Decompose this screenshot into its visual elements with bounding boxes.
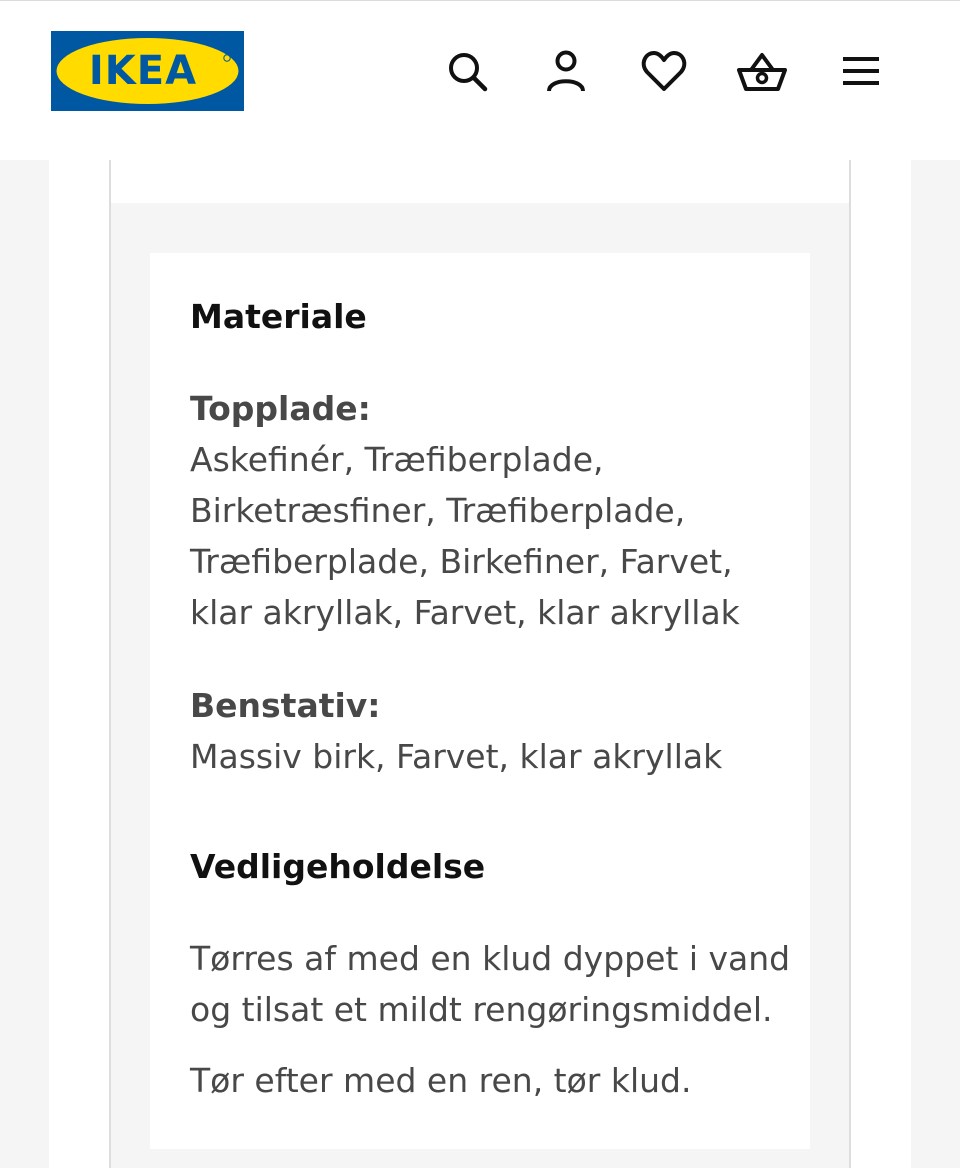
ikea-logo[interactable] bbox=[51, 31, 244, 111]
care-paragraph-line: og tilsat et mildt rengøringsmiddel. bbox=[190, 990, 773, 1029]
topplade-line: Træfiberplade, Birkefiner, Farvet, bbox=[190, 542, 733, 581]
benstativ-line: Massiv birk, Farvet, klar akryllak bbox=[190, 737, 723, 776]
heart-icon bbox=[641, 49, 687, 93]
topplade-line: klar akryllak, Farvet, klar akryllak bbox=[190, 593, 740, 632]
topplade-line: Birketræsfiner, Træfiberplade, bbox=[190, 491, 686, 530]
care-paragraph-2: Tør efter med en ren, tør klud. bbox=[190, 1061, 692, 1100]
search-icon bbox=[445, 49, 489, 93]
site-header bbox=[0, 0, 960, 160]
favourites-button[interactable] bbox=[638, 45, 690, 97]
benstativ-label: Benstativ: bbox=[190, 686, 381, 725]
basket-icon bbox=[736, 49, 788, 93]
care-paragraph-line: Tørres af med en klud dyppet i vand bbox=[190, 939, 791, 978]
basket-button[interactable] bbox=[736, 45, 788, 97]
menu-button[interactable] bbox=[835, 45, 887, 97]
materials-care-card bbox=[150, 253, 810, 1149]
search-button[interactable] bbox=[441, 45, 493, 97]
logo-text: IKEA bbox=[88, 48, 198, 94]
account-icon bbox=[544, 49, 588, 93]
material-heading: Materiale bbox=[190, 297, 367, 336]
care-heading: Vedligeholdelse bbox=[190, 847, 486, 886]
menu-icon bbox=[839, 49, 883, 93]
ikea-logo-graphic bbox=[51, 31, 244, 111]
topplade-label: Topplade: bbox=[190, 389, 371, 428]
account-button[interactable] bbox=[540, 45, 592, 97]
topplade-line: Askefinér, Træfiberplade, bbox=[190, 440, 604, 479]
